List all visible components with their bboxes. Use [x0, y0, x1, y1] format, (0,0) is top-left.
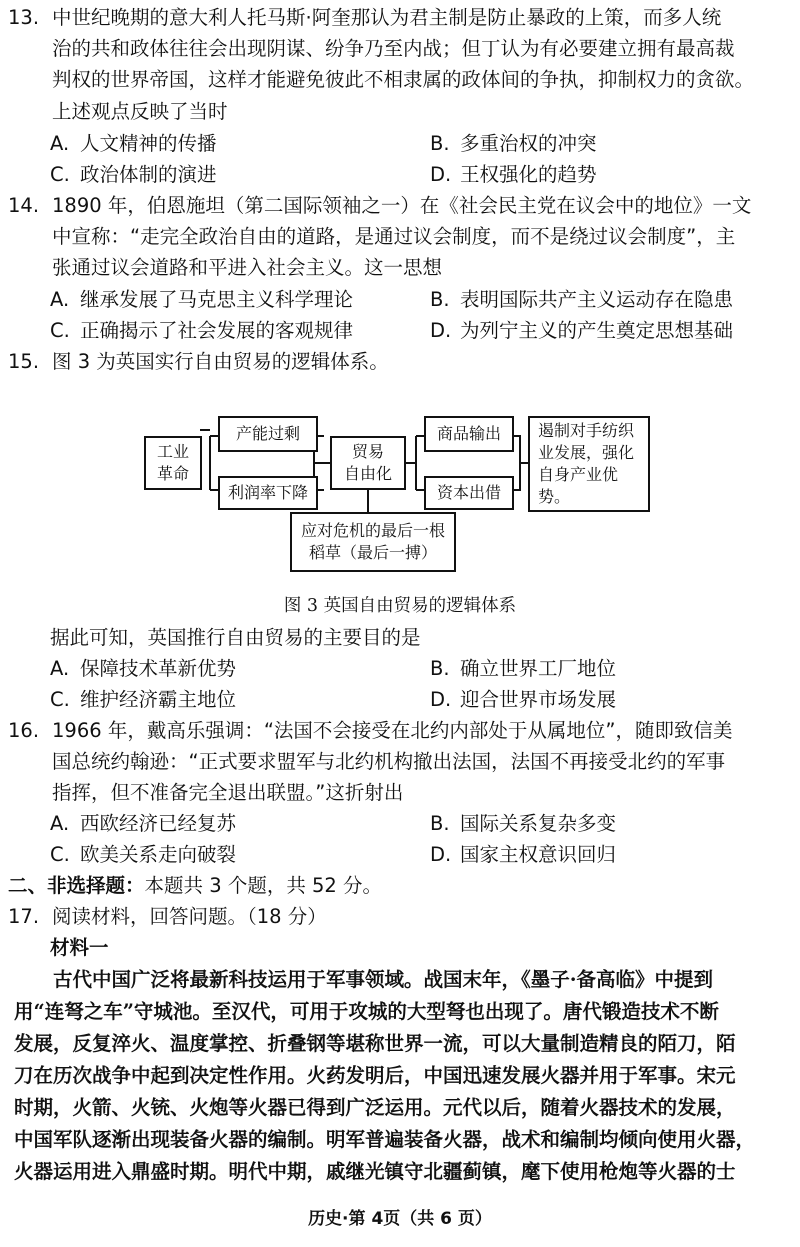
q15-option-a[interactable]: A. 保障技术革新优势 — [50, 657, 237, 680]
q15-number: 15. — [8, 350, 40, 373]
q14-line-3: 张通过议会道路和平进入社会主义。这一思想 — [52, 256, 443, 279]
q14-option-c[interactable]: C. 正确揭示了社会发展的客观规律 — [50, 319, 354, 342]
q16-option-b[interactable]: B. 国际关系复杂多变 — [430, 812, 617, 835]
q16-number: 16. — [8, 719, 40, 742]
material-line-7: 火器运用进入鼎盛时期。明代中期，戚继光镇守北疆蓟镇，麾下使用枪炮等火器的士 — [14, 1160, 736, 1183]
q13-option-c[interactable]: C. 政治体制的演进 — [50, 163, 217, 186]
flow-diagram-connectors — [0, 0, 800, 600]
material-line-4: 刀在历次战争中起到决定性作用。火药发明后，中国迅速发展火器并用于军事。宋元 — [14, 1064, 736, 1087]
q16-option-d[interactable]: D. 国家主权意识回归 — [430, 843, 617, 866]
q14-line-2: 中宣称：“走完全政治自由的道路，是通过议会制度，而不是绕过议会制度”，主 — [52, 225, 736, 248]
material-line-2: 用“连弩之车”守城池。至汉代，可用于攻城的大型弩也出现了。唐代锻造技术不断 — [14, 1000, 719, 1023]
box-overcapacity: 产能过剩 — [218, 416, 318, 452]
q14-option-d[interactable]: D. 为列宁主义的产生奠定思想基础 — [430, 319, 734, 342]
box-capital-lending: 资本出借 — [424, 476, 514, 510]
figure-caption: 图 3 英国自由贸易的逻辑体系 — [283, 596, 517, 616]
q13-line-2: 治的共和政体往往会出现阴谋、纷争乃至内战；但丁认为有必要建立拥有最高裁 — [52, 37, 735, 60]
q15-option-b[interactable]: B. 确立世界工厂地位 — [430, 657, 617, 680]
material-title: 材料一 — [50, 936, 109, 959]
section-heading: 二、非选择题：本题共 3 个题，共 52 分。 — [8, 874, 383, 897]
q15-line-1: 15. 图 3 为英国实行自由贸易的逻辑体系。 — [8, 346, 389, 377]
q15-stem: 据此可知，英国推行自由贸易的主要目的是 — [50, 626, 421, 649]
box-last-straw: 应对危机的最后一根 稻草（最后一搏） — [290, 512, 456, 572]
box-free-trade: 贸易 自由化 — [330, 436, 406, 490]
q17-line: 17. 阅读材料，回答问题。（18 分） — [8, 901, 327, 932]
box-goods-export: 商品输出 — [424, 416, 514, 452]
q13-line-1: 13. 中世纪晚期的意大利人托马斯·阿奎那认为君主制是防止暴政的上策，而多人统 — [8, 2, 721, 33]
q17-number: 17. — [8, 905, 40, 928]
q15-option-c[interactable]: C. 维护经济霸主地位 — [50, 688, 237, 711]
q14-line-1: 14. 1890 年，伯恩施坦（第二国际领袖之一）在《社会民主党在议会中的地位》一文 — [8, 190, 751, 221]
box-result: 遏制对手纺织 业发展，强化 自身产业优 势。 — [528, 416, 650, 512]
q14-option-a[interactable]: A. 继承发展了马克思主义科学理论 — [50, 288, 354, 311]
q16-option-a[interactable]: A. 西欧经济已经复苏 — [50, 812, 237, 835]
q16-line-3: 指挥，但不准备完全退出联盟。”这折射出 — [52, 781, 404, 804]
q15-option-d[interactable]: D. 迎合世界市场发展 — [430, 688, 617, 711]
material-line-6: 中国军队逐渐出现装备火器的编制。明军普遍装备火器，战术和编制均倾向使用火器， — [14, 1128, 756, 1151]
material-line-3: 发展，反复淬火、温度掌控、折叠钢等堪称世界一流，可以大量制造精良的陌刀，陌 — [14, 1032, 736, 1055]
page-footer: 历史·第 4页（共 6 页） — [308, 1209, 492, 1229]
box-industrial-revolution: 工业 革命 — [144, 436, 202, 490]
q13-option-d[interactable]: D. 王权强化的趋势 — [430, 163, 597, 186]
q14-option-b[interactable]: B. 表明国际共产主义运动存在隐患 — [430, 288, 734, 311]
q13-line-4: 上述观点反映了当时 — [52, 100, 228, 123]
material-line-5: 时期，火箭、火铳、火炮等火器已得到广泛运用。元代以后，随着火器技术的发展， — [14, 1096, 736, 1119]
q13-option-b[interactable]: B. 多重治权的冲突 — [430, 132, 597, 155]
q13-number: 13. — [8, 6, 40, 29]
material-line-1: 古代中国广泛将最新科技运用于军事领域。战国末年，《墨子·备高临》中提到 — [14, 968, 714, 991]
q13-option-a[interactable]: A. 人文精神的传播 — [50, 132, 217, 155]
q13-line-3: 判权的世界帝国，这样才能避免彼此不相隶属的政体间的争执，抑制权力的贪欲。 — [52, 68, 755, 91]
q16-line-1: 16. 1966 年，戴高乐强调：“法国不会接受在北约内部处于从属地位”，随即致信美 — [8, 715, 733, 746]
q14-number: 14. — [8, 194, 40, 217]
q16-option-c[interactable]: C. 欧美关系走向破裂 — [50, 843, 237, 866]
box-profit-decline: 利润率下降 — [218, 476, 318, 510]
q16-line-2: 国总统约翰逊：“正式要求盟军与北约机构撤出法国，法国不再接受北约的军事 — [52, 750, 726, 773]
